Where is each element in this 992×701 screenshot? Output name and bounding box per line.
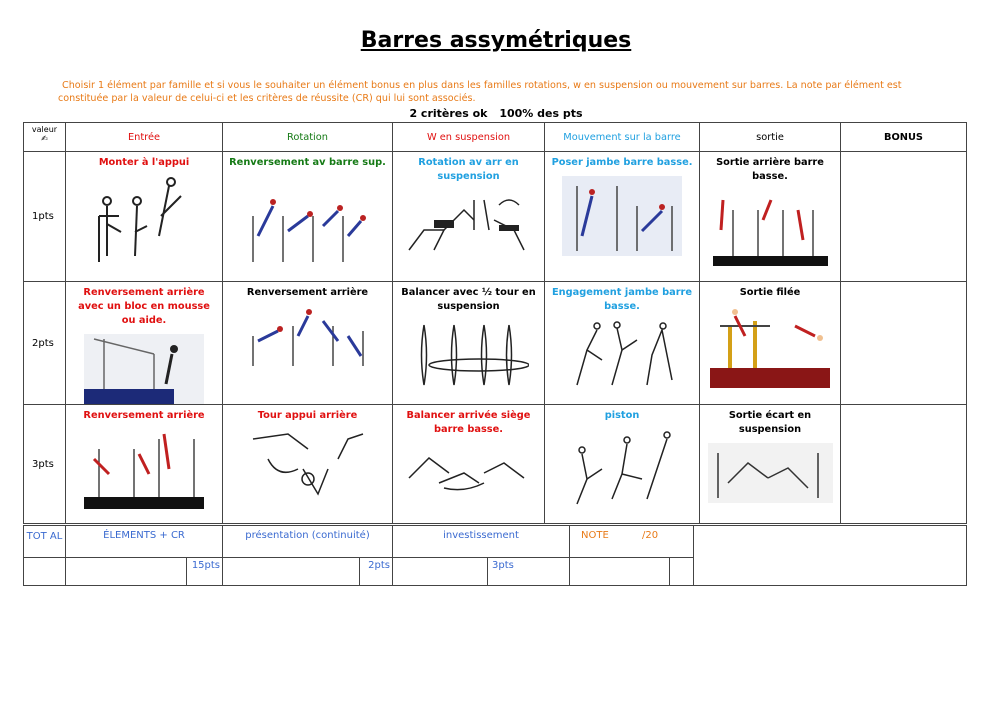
elements-points: 15pts [187,558,223,586]
cell-sortie [700,405,841,524]
gymnast-figure-image [84,429,204,509]
gymnast-figure-image [248,429,368,499]
gymnast-figure-image [567,320,677,390]
cell-label: Poser jambe barre basse. [551,157,693,168]
blank-cell [393,558,488,586]
elements-label: ÉLEMENTS + CR [66,525,223,558]
gymnast-figure-image [243,176,373,262]
gymnast-figure-image [404,443,534,493]
row-points: 1pts [24,152,66,282]
presentation-points: 2pts [360,558,393,586]
page-title: Barres assymétriques [360,28,632,53]
cell-label: Monter à l'appui [98,157,190,168]
blank-cell [66,558,187,586]
note-cell [570,525,694,558]
header-entree: Entrée [66,123,223,152]
header-w-suspension: W en suspension [393,123,545,152]
header-sortie: sortie [700,123,841,152]
gymnast-figure-image [409,320,529,390]
cell-mouvement [545,405,700,524]
table-row [24,282,967,405]
cell-label: Renversement av barre sup. [229,157,386,168]
elements-table [23,122,967,524]
blank-cell [24,558,66,586]
cell-label: Renversement arrière [83,410,205,421]
gymnast-figure-image [562,176,682,256]
gymnast-figure-image [404,190,534,260]
cell-entree [66,405,223,524]
cell-rotation [223,282,393,405]
header-valeur-label: valeur [31,125,58,134]
cell-sortie [700,152,841,282]
cell-entree [66,282,223,405]
grading-header-row [24,525,967,558]
blank-cell [570,558,670,586]
cell-bonus [841,152,967,282]
gymnast-figure-image [84,334,204,404]
total-label: TOT AL [24,525,66,558]
table-header-row [24,123,967,152]
table-row [24,405,967,524]
investissement-label: investissement [393,525,570,558]
cell-bonus [841,405,967,524]
gymnast-figure-image [243,306,373,366]
cell-entree [66,152,223,282]
cell-mouvement [545,152,700,282]
gymnast-figure-image [713,190,828,266]
cell-w-suspension [393,405,545,524]
investissement-points: 3pts [488,558,570,586]
cell-label: Sortie filée [739,287,801,298]
cell-w-suspension [393,282,545,405]
criteria-count: 2 critères ok [409,107,488,120]
blank-cell [670,558,694,586]
instructions-line-1: Choisir 1 élément par famille et si vous le souhaiter un élément bonus en plus dans les familles rotations, w en suspension ou mouvement sur barres. La note par élément est [62,80,902,91]
hand-icon: ✍ [41,134,48,143]
cell-bonus [841,282,967,405]
grading-table [23,523,967,586]
note-label: NOTE [581,530,609,541]
header-valeur [24,123,66,152]
cell-label: Rotation av arr en suspension [418,157,519,182]
cell-label: Renversement arrière avec un bloc en mousse ou aide. [78,287,210,326]
cell-sortie [700,282,841,405]
cell-label: Balancer arrivée siège barre basse. [406,410,531,435]
cell-label: Tour appui arrière [257,410,358,421]
cell-label: Sortie écart en suspension [728,410,812,435]
note-blank [694,525,967,586]
header-mouvement: Mouvement sur la barre [545,123,700,152]
cell-mouvement [545,282,700,405]
cell-label: Renversement arrière [246,287,369,298]
gymnast-figure-image [710,306,830,388]
cell-rotation [223,405,393,524]
instructions-line-2: constituée par la valeur de celui-ci et les critères de réussite (CR) qui lui sont associés. [58,93,476,104]
gymnast-figure-image [89,176,199,262]
row-points: 2pts [24,282,66,405]
table-row [24,152,967,282]
cell-label: Sortie arrière barre basse. [716,157,824,182]
cell-label: piston [604,410,640,421]
gymnast-figure-image [708,443,833,503]
blank-cell [223,558,360,586]
presentation-label: présentation (continuité) [223,525,393,558]
criteria-percent: 100% des pts [499,107,583,120]
instructions [58,79,938,105]
criteria-note [0,107,992,120]
cell-rotation [223,152,393,282]
header-bonus: BONUS [841,123,967,152]
row-points: 3pts [24,405,66,524]
gymnast-figure-image [567,429,677,509]
cell-w-suspension [393,152,545,282]
note-scale: /20 [642,530,659,541]
cell-label: Balancer avec ½ tour en suspension [401,287,536,312]
cell-label: Engagement jambe barre basse. [551,287,693,312]
header-rotation: Rotation [223,123,393,152]
